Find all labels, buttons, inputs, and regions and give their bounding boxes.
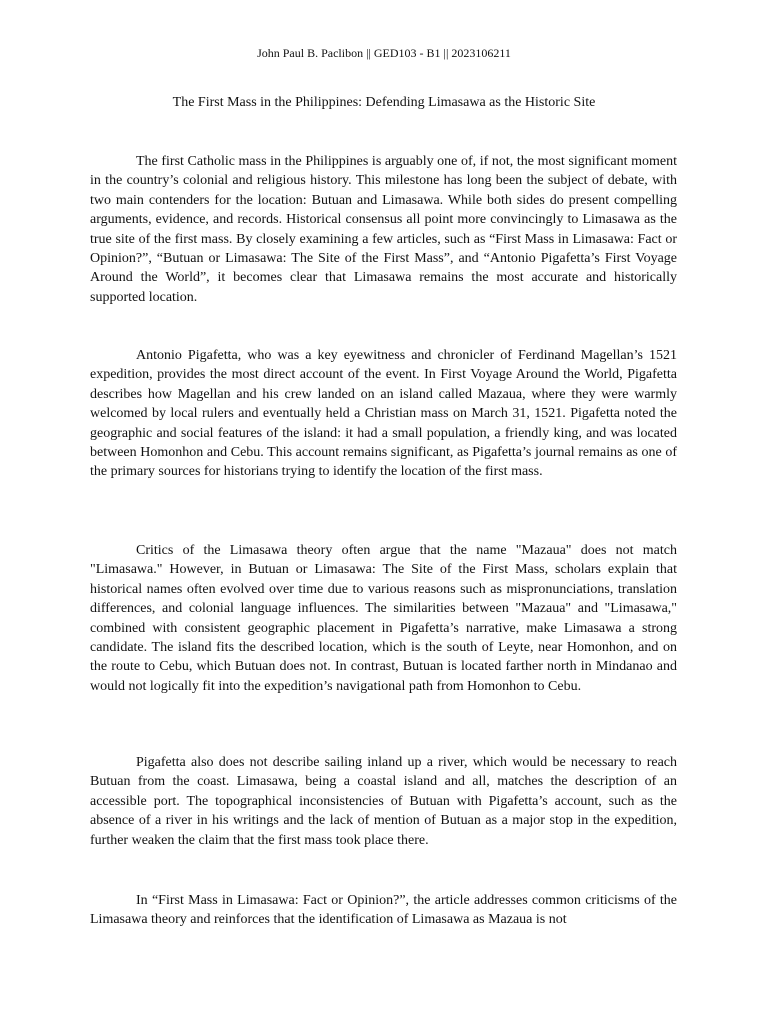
- paragraph-river-argument: Pigafetta also does not describe sailing inland up a river, which would be necessary to reach Butuan from the coast. Limasawa, being a coastal island and all, matches the description of an accessible port. The topographical inconsistencies of Butuan with Pigafetta’s account, such as the absence of a river in his writings and the lack of mention of Butuan as a major stop in the expedition, further weaken the claim that the first mass took place there.: [90, 755, 677, 848]
- paragraph-pigafetta-account: Antonio Pigafetta, who was a key eyewitness and chronicler of Ferdinand Magellan’s 1521 expedition, provides the most direct account of the event. In First Voyage Around the World, Pigafetta describes how Magellan and his crew landed on an island called Mazaua, where they were warmly welcomed by local rulers and eventually held a Christian mass on March 31, 1521. Pigafetta noted the geographic and social features of the island: it had a small population, a friendly king, and was located between Homonhon and Cebu. This account remains significant, as Pigafetta’s journal remains as one of the primary sources for historians trying to identify the location of the first mass.: [90, 348, 677, 480]
- paragraph-mazaua-name: Critics of the Limasawa theory often argue that the name "Mazaua" does not match "Limasawa." However, in Butuan or Limasawa: The Site of the First Mass, scholars explain that historical names often evolved over time due to various reasons such as mispronunciations, translation differences, and colonial language influences. The similarities between "Mazaua" and "Limasawa," combined with consistent geographic placement in Pigafetta’s narrative, make Limasawa a strong candidate. The island fits the described location, which is the south of Leyte, near Homonhon, and on the route to Cebu, which Butuan does not. In contrast, Butuan is located farther north in Mindanao and would not logically fit into the expedition’s navigational path from Homonhon to Cebu.: [90, 543, 677, 694]
- paragraph-introduction: The first Catholic mass in the Philippines is arguably one of, if not, the most significant moment in the country’s colonial and religious history. This milestone has long been the subject of debate, with two main contenders for the location: Butuan and Limasawa. While both sides do present compelling arguments, evidence, and records. Historical consensus all point more convincingly to Limasawa as the true site of the first mass. By closely examining a few articles, such as “First Mass in Limasawa: Fact or Opinion?”, “Butuan or Limasawa: The Site of the First Mass”, and “Antonio Pigafetta’s First Voyage Around the World”, it becomes clear that Limasawa remains the most accurate and historically supported location.: [90, 154, 677, 305]
- author-byline: John Paul B. Paclibon || GED103 - B1 || 2023106211: [257, 46, 511, 60]
- paragraph-fact-or-opinion: In “First Mass in Limasawa: Fact or Opinion?”, the article addresses common criticisms of the Limasawa theory and reinforces that the identification of Limasawa as Mazaua is not: [90, 893, 677, 928]
- document-title: The First Mass in the Philippines: Defending Limasawa as the Historic Site: [172, 95, 596, 110]
